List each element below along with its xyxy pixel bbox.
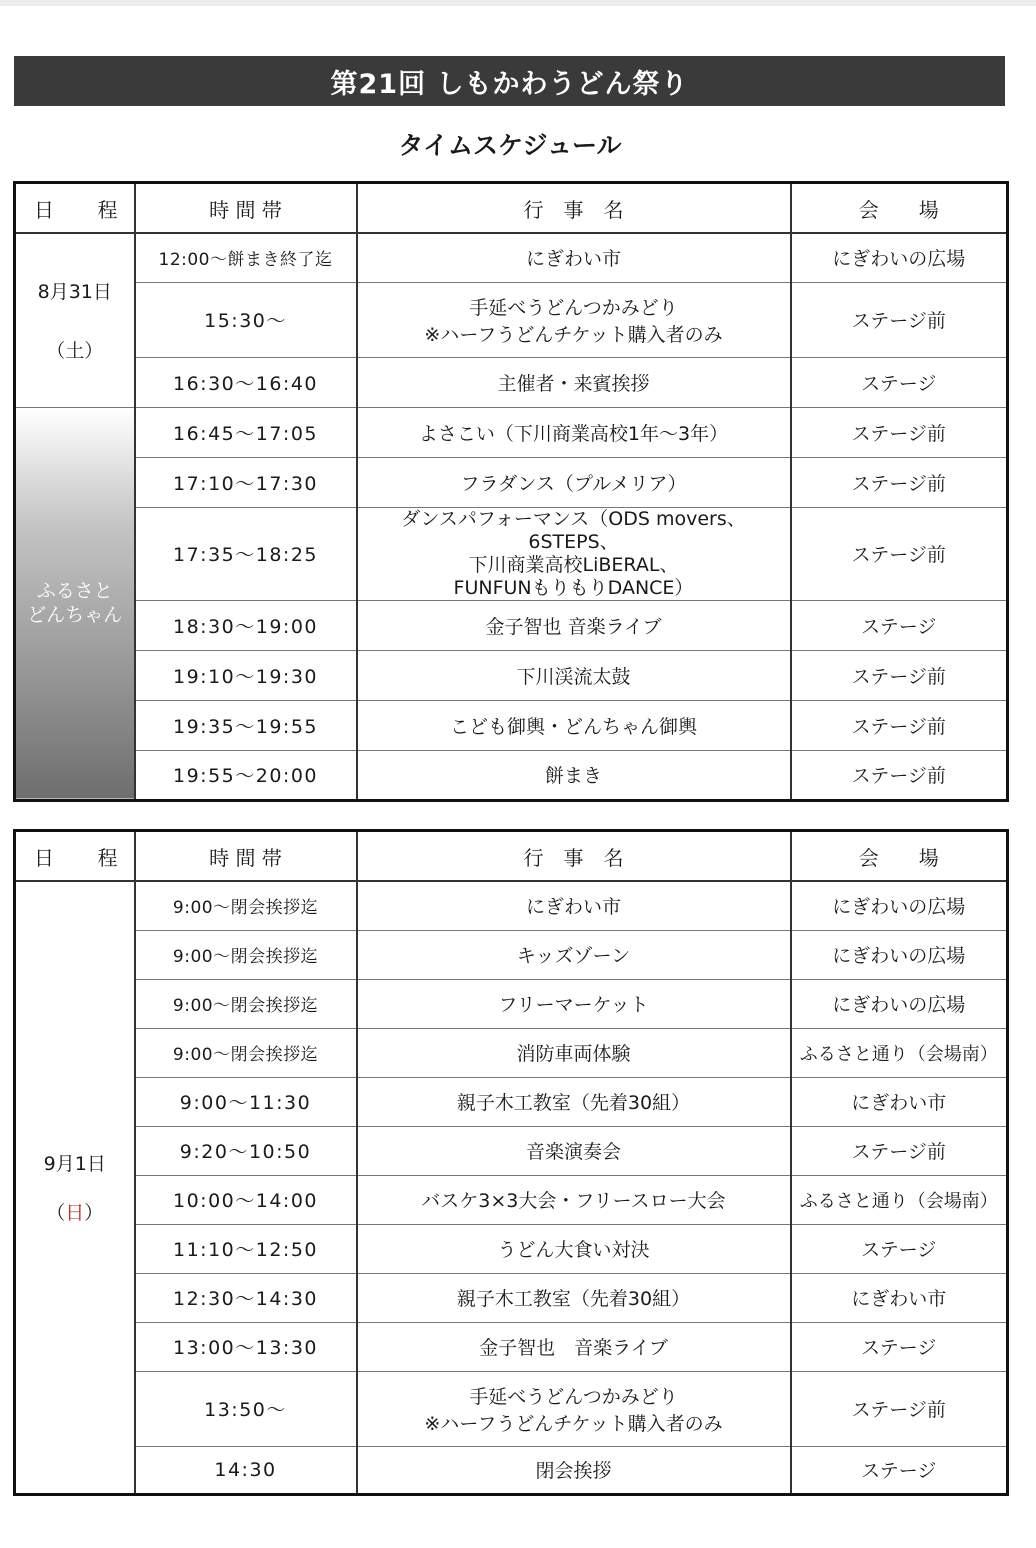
table-row bbox=[15, 700, 1008, 750]
event-cell: 手延べうどんつかみどり ※ハーフうどんチケット購入者のみ bbox=[357, 282, 791, 357]
event-cell: フラダンス（プルメリア） bbox=[357, 457, 791, 507]
time-cell: 19:35～19:55 bbox=[135, 700, 357, 750]
event-cell: 音楽演奏会 bbox=[357, 1126, 791, 1175]
table-row bbox=[15, 1077, 1008, 1126]
time-cell: 13:50～ bbox=[135, 1371, 357, 1446]
venue-cell: にぎわいの広場 bbox=[791, 233, 1008, 282]
time-cell: 10:00～14:00 bbox=[135, 1175, 357, 1224]
venue-cell: ステージ前 bbox=[791, 407, 1008, 457]
header-event: 行 事 名 bbox=[357, 831, 791, 882]
event-cell: 親子木工教室（先着30組） bbox=[357, 1077, 791, 1126]
time-cell: 14:30 bbox=[135, 1446, 357, 1494]
event-cell: こども御輿・どんちゃん御輿 bbox=[357, 700, 791, 750]
venue-cell: ステージ前 bbox=[791, 282, 1008, 357]
venue-cell: ふるさと通り（会場南） bbox=[791, 1175, 1008, 1224]
top-strip bbox=[0, 0, 1036, 6]
header-time: 時 間 帯 bbox=[135, 183, 357, 234]
page-title: 第21回 しもかわうどん祭り bbox=[14, 56, 1005, 106]
time-cell: 19:10～19:30 bbox=[135, 650, 357, 700]
time-cell: 19:55～20:00 bbox=[135, 750, 357, 800]
venue-cell: ステージ前 bbox=[791, 1371, 1008, 1446]
event-cell: 消防車両体験 bbox=[357, 1028, 791, 1077]
table-row bbox=[15, 1371, 1008, 1446]
page-subtitle: タイムスケジュール bbox=[398, 131, 622, 160]
event-cell: フリーマーケット bbox=[357, 979, 791, 1028]
venue-cell: にぎわいの広場 bbox=[791, 930, 1008, 979]
table-row bbox=[15, 282, 1008, 357]
venue-cell: にぎわい市 bbox=[791, 1077, 1008, 1126]
time-cell: 13:00～13:30 bbox=[135, 1322, 357, 1371]
venue-cell: ステージ bbox=[791, 600, 1008, 650]
venue-cell: ステージ bbox=[791, 1446, 1008, 1494]
weekday-label: （日） bbox=[46, 1202, 104, 1225]
venue-cell: ステージ bbox=[791, 1224, 1008, 1273]
venue-cell: ステージ bbox=[791, 357, 1008, 407]
time-cell: 11:10～12:50 bbox=[135, 1224, 357, 1273]
event-cell: 主催者・来賓挨拶 bbox=[357, 357, 791, 407]
table-row bbox=[15, 881, 1008, 930]
event-cell: 金子智也 音楽ライブ bbox=[357, 600, 791, 650]
venue-cell: ステージ前 bbox=[791, 650, 1008, 700]
table-row bbox=[15, 650, 1008, 700]
venue-cell: ステージ bbox=[791, 1322, 1008, 1371]
time-cell: 12:00～餅まき終了迄 bbox=[135, 233, 357, 282]
date-cell-day2 bbox=[15, 881, 135, 1494]
header-date: 日 程 bbox=[15, 831, 135, 882]
table-row bbox=[15, 930, 1008, 979]
table-row bbox=[15, 457, 1008, 507]
table-row bbox=[15, 1322, 1008, 1371]
table-row bbox=[15, 750, 1008, 800]
time-cell: 12:30～14:30 bbox=[135, 1273, 357, 1322]
event-cell: バスケ3×3大会・フリースロー大会 bbox=[357, 1175, 791, 1224]
table-row bbox=[15, 357, 1008, 407]
schedule-table-day1 bbox=[13, 181, 1009, 802]
table-row bbox=[15, 233, 1008, 282]
header-time: 時 間 帯 bbox=[135, 831, 357, 882]
event-cell: 親子木工教室（先着30組） bbox=[357, 1273, 791, 1322]
time-cell: 15:30～ bbox=[135, 282, 357, 357]
table-header-row bbox=[15, 831, 1008, 882]
time-cell: 16:30～16:40 bbox=[135, 357, 357, 407]
header-date: 日 程 bbox=[15, 183, 135, 234]
event-cell: にぎわい市 bbox=[357, 881, 791, 930]
table-row bbox=[15, 1126, 1008, 1175]
table-row bbox=[15, 1273, 1008, 1322]
schedule-table-day2 bbox=[13, 829, 1009, 1496]
venue-cell: ステージ前 bbox=[791, 507, 1008, 600]
time-cell: 17:35～18:25 bbox=[135, 507, 357, 600]
event-cell: 餅まき bbox=[357, 750, 791, 800]
venue-cell: ステージ前 bbox=[791, 457, 1008, 507]
header-venue: 会 場 bbox=[791, 183, 1008, 234]
event-cell: よさこい（下川商業高校1年～3年） bbox=[357, 407, 791, 457]
time-cell: 9:00～閉会挨拶迄 bbox=[135, 1028, 357, 1077]
time-cell: 9:20～10:50 bbox=[135, 1126, 357, 1175]
time-cell: 9:00～閉会挨拶迄 bbox=[135, 979, 357, 1028]
event-cell: 下川渓流太鼓 bbox=[357, 650, 791, 700]
table-row bbox=[15, 407, 1008, 457]
weekday-label: （土） bbox=[46, 340, 104, 363]
event-cell: ダンスパフォーマンス（ODS movers、6STEPS、 下川商業高校LiBERAL、 FUNFUNもりもりDANCE） bbox=[357, 507, 791, 600]
furusato-donchan-band: ふるさと どんちゃん bbox=[15, 407, 135, 800]
header-event: 行 事 名 bbox=[357, 183, 791, 234]
venue-cell: ふるさと通り（会場南） bbox=[791, 1028, 1008, 1077]
event-cell: 金子智也 音楽ライブ bbox=[357, 1322, 791, 1371]
venue-cell: にぎわいの広場 bbox=[791, 979, 1008, 1028]
venue-cell: ステージ前 bbox=[791, 1126, 1008, 1175]
table-row bbox=[15, 979, 1008, 1028]
table-row bbox=[15, 1446, 1008, 1494]
event-cell: にぎわい市 bbox=[357, 233, 791, 282]
time-cell: 16:45～17:05 bbox=[135, 407, 357, 457]
date-label: 8月31日 bbox=[37, 281, 112, 304]
event-cell: 閉会挨拶 bbox=[357, 1446, 791, 1494]
time-cell: 17:10～17:30 bbox=[135, 457, 357, 507]
time-cell: 9:00～閉会挨拶迄 bbox=[135, 930, 357, 979]
event-cell: うどん大食い対決 bbox=[357, 1224, 791, 1273]
table-row bbox=[15, 1175, 1008, 1224]
venue-cell: にぎわい市 bbox=[791, 1273, 1008, 1322]
table-row bbox=[15, 600, 1008, 650]
venue-cell: ステージ前 bbox=[791, 700, 1008, 750]
time-cell: 9:00～閉会挨拶迄 bbox=[135, 881, 357, 930]
table-row bbox=[15, 1224, 1008, 1273]
table-header-row bbox=[15, 183, 1008, 234]
event-cell: キッズゾーン bbox=[357, 930, 791, 979]
table-row bbox=[15, 507, 1008, 600]
time-cell: 9:00～11:30 bbox=[135, 1077, 357, 1126]
header-venue: 会 場 bbox=[791, 831, 1008, 882]
table-row bbox=[15, 1028, 1008, 1077]
time-cell: 18:30～19:00 bbox=[135, 600, 357, 650]
date-cell-day1 bbox=[15, 233, 135, 407]
venue-cell: にぎわいの広場 bbox=[791, 881, 1008, 930]
venue-cell: ステージ前 bbox=[791, 750, 1008, 800]
date-label: 9月1日 bbox=[43, 1153, 106, 1176]
event-cell: 手延べうどんつかみどり ※ハーフうどんチケット購入者のみ bbox=[357, 1371, 791, 1446]
